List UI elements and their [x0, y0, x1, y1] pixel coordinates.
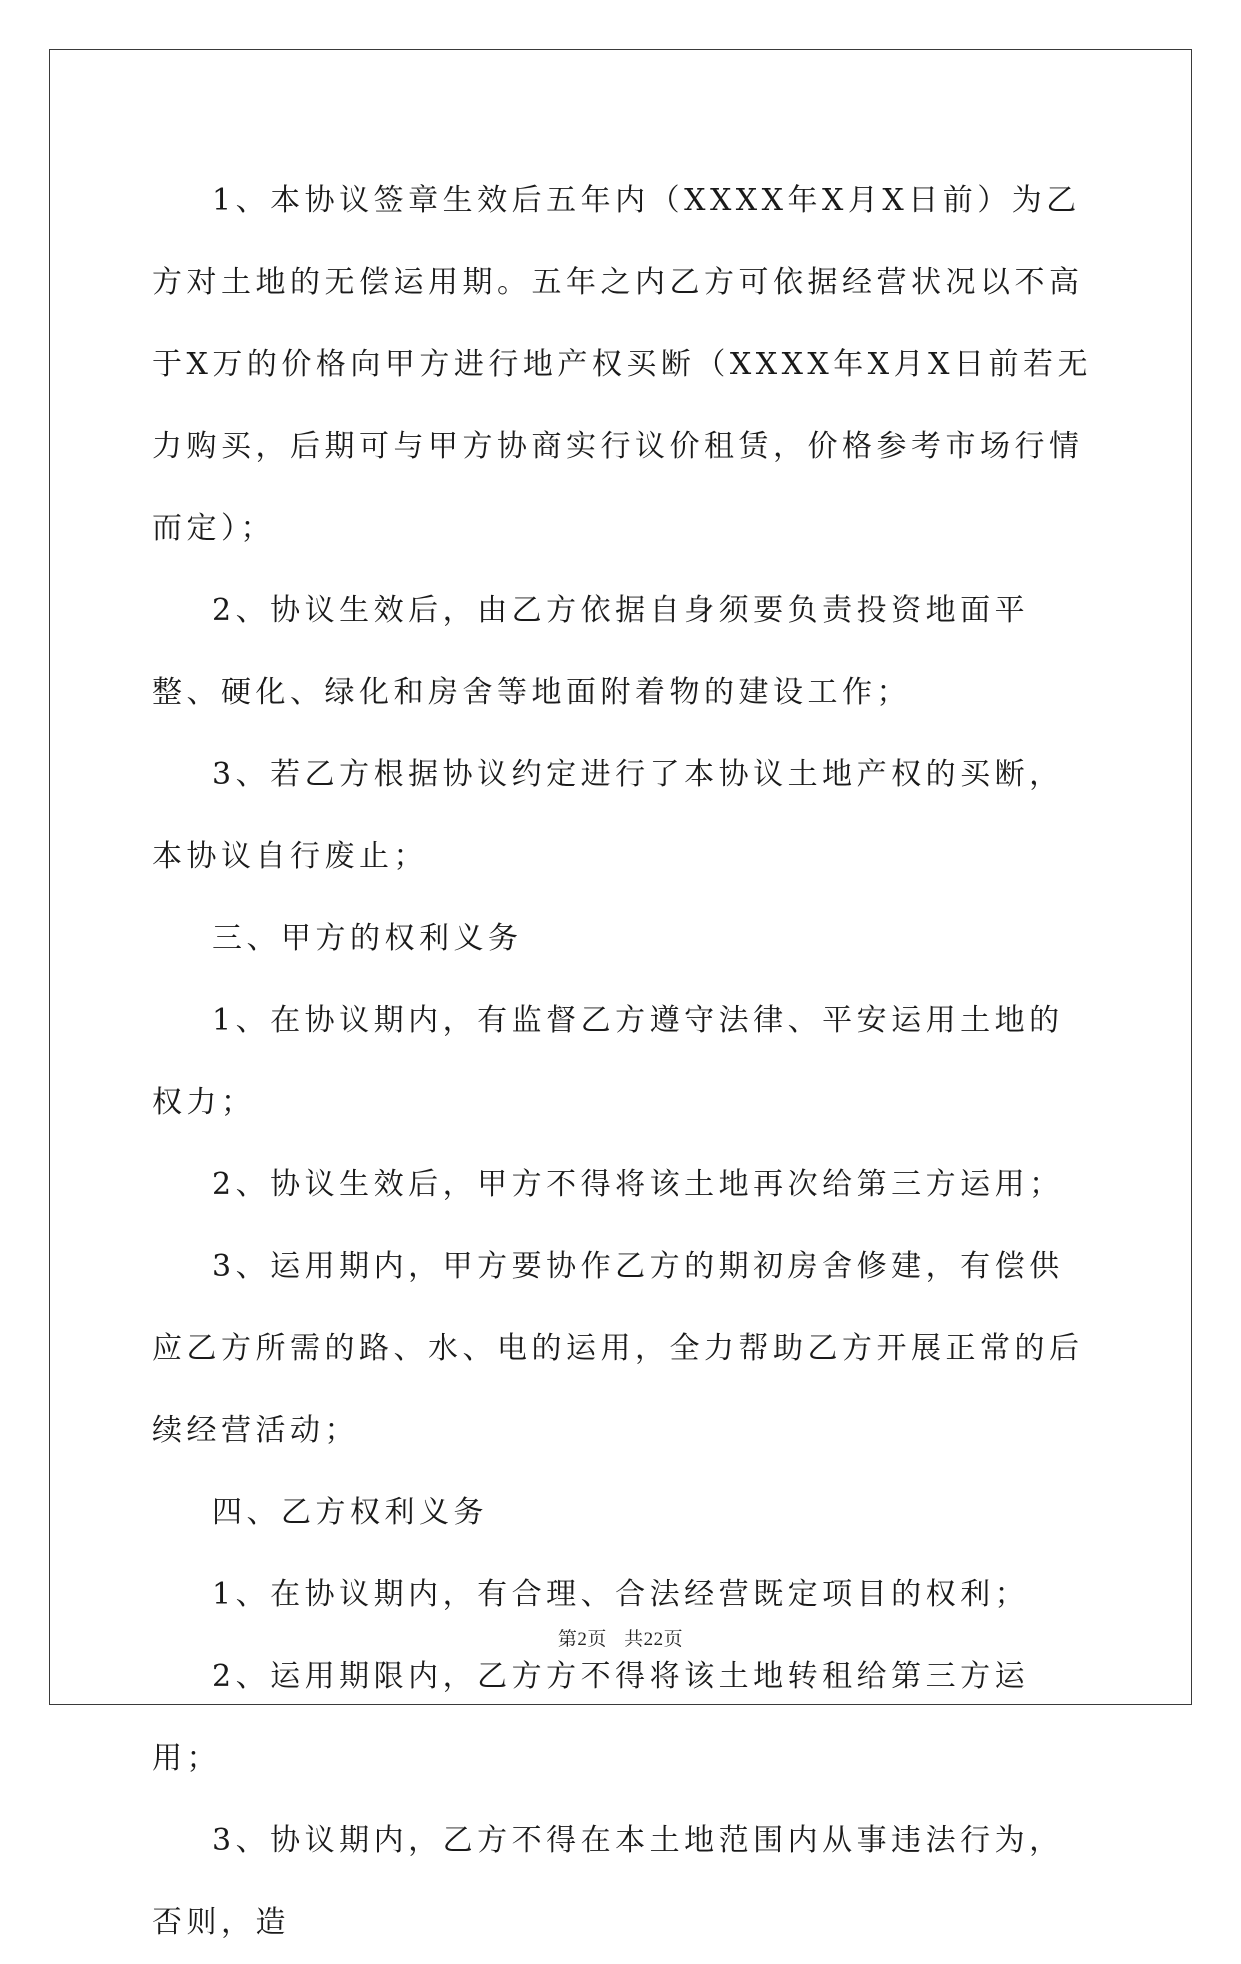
paragraph-agreement-termination: 3、若乙方根据协议约定进行了本协议土地产权的买断，本协议自行废止； — [152, 757, 1064, 874]
page-footer — [0, 1624, 1241, 1651]
paragraph-party-a-supervision: 1、在协议期内，有监督乙方遵守法律、平安运用土地的权力； — [152, 1003, 1064, 1120]
paragraph-party-b-no-illegal: 3、协议期内，乙方不得在本土地范围内从事违法行为，否则，造 — [152, 1823, 1064, 1940]
page-number-current: 第2页 — [557, 1629, 607, 1650]
paragraph-party-b-no-sublease: 2、运用期限内，乙方方不得将该土地转租给第三方运用； — [152, 1659, 1030, 1776]
heading-party-b-rights: 四、乙方权利义务 — [212, 1495, 488, 1530]
page-number-total: 共22页 — [624, 1629, 684, 1650]
heading-party-a-rights: 三、甲方的权利义务 — [212, 921, 523, 956]
document-body — [152, 160, 1092, 1964]
paragraph-land-use-period: 1、本协议签章生效后五年内（XXXX年X月X日前）为乙方对土地的无偿运用期。五年之内乙方可依据经营状况以不高于X万的价格向甲方进行地产权买断（XXXX年X月X日前若无力购买，后期可与甲方协商实行议价租赁，价格参考市场行情而定）； — [152, 183, 1093, 546]
paragraph-party-a-no-third-party: 2、协议生效后，甲方不得将该土地再次给第三方运用； — [212, 1167, 1064, 1202]
paragraph-party-b-construction: 2、协议生效后，由乙方依据自身须要负责投资地面平整、硬化、绿化和房舍等地面附着物的建设工作； — [152, 593, 1030, 710]
paragraph-party-b-operation: 1、在协议期内，有合理、合法经营既定项目的权利； — [212, 1577, 1030, 1612]
paragraph-party-a-cooperation: 3、运用期内，甲方要协作乙方的期初房舍修建，有偿供应乙方所需的路、水、电的运用，全力帮助乙方开展正常的后续经营活动； — [152, 1249, 1084, 1448]
